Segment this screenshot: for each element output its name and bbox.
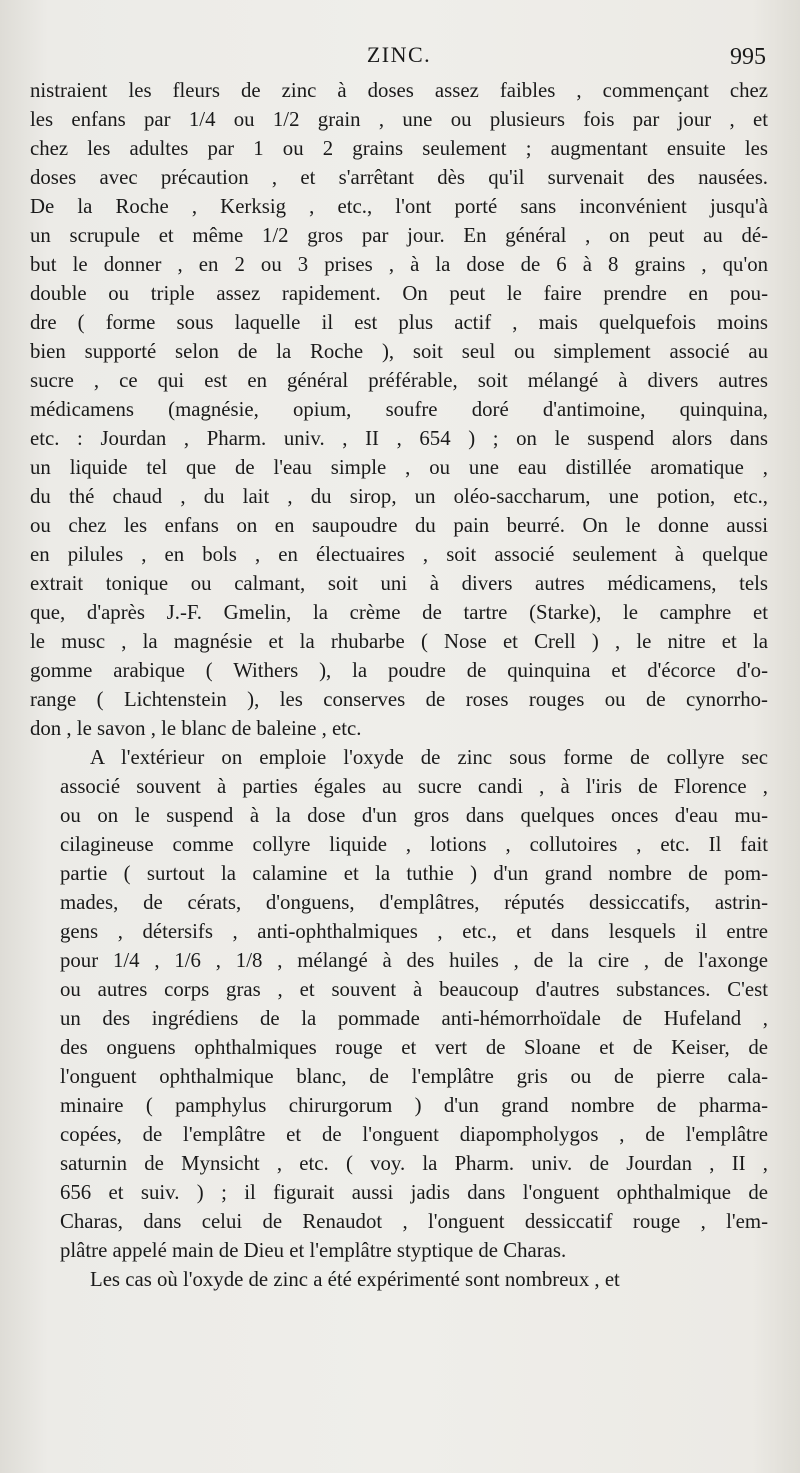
paragraph (30, 743, 768, 1265)
text-line: ou autres corps gras , et souvent à beaucoup d'autres substances. C'est (60, 978, 768, 1001)
text-line: gomme arabique ( Withers ), la poudre de quinquina et d'écorce d'o- (30, 659, 768, 682)
text-line: double ou triple assez rapidement. On peut le faire prendre en pou- (30, 282, 768, 305)
text-line: range ( Lichtenstein ), les conserves de roses rouges ou de cynorrho- (30, 688, 768, 711)
text-line: un liquide tel que de l'eau simple , ou une eau distillée aromatique , (30, 456, 768, 479)
text-line: extrait tonique ou calmant, soit uni à divers autres médicamens, tels (30, 572, 768, 595)
text-line: ou on le suspend à la dose d'un gros dans quelques onces d'eau mu- (60, 804, 768, 827)
text-line: un scrupule et même 1/2 gros par jour. En général , on peut au dé- (30, 224, 768, 247)
text-line: partie ( surtout la calamine et la tuthie ) d'un grand nombre de pom- (60, 862, 768, 885)
paragraph (30, 1265, 768, 1294)
text-line: etc. : Jourdan , Pharm. univ. , II , 654 ) ; on le suspend alors dans (30, 427, 768, 450)
text-line: 656 et suiv. ) ; il figurait aussi jadis dans l'onguent ophthalmique de (60, 1181, 768, 1204)
running-title: ZINC. (366, 42, 432, 67)
text-line: en pilules , en bols , en électuaires , soit associé seulement à quelque (30, 543, 768, 566)
text-line: que, d'après J.-F. Gmelin, la crème de tartre (Starke), le camphre et (30, 601, 768, 624)
text-line: don , le savon , le blanc de baleine , etc. (30, 717, 362, 740)
text-line: des onguens ophthalmiques rouge et vert de Sloane et de Keiser, de (60, 1036, 768, 1059)
text-line: chez les adultes par 1 ou 2 grains seulement ; augmentant ensuite les (30, 137, 768, 160)
text-line: A l'extérieur on emploie l'oxyde de zinc sous forme de collyre sec (90, 746, 768, 769)
paragraph (30, 76, 768, 743)
text-line: un des ingrédiens de la pommade anti-hémorrhoïdale de Hufeland , (60, 1007, 768, 1030)
text-line: l'onguent ophthalmique blanc, de l'emplâtre gris ou de pierre cala- (60, 1065, 768, 1088)
text-line: dre ( forme sous laquelle il est plus actif , mais quelquefois moins (30, 311, 768, 334)
text-line: le musc , la magnésie et la rhubarbe ( Nose et Crell ) , le nitre et la (30, 630, 768, 653)
text-line: ou chez les enfans on en saupoudre du pain beurré. On le donne aussi (30, 514, 768, 537)
text-line: bien supporté selon de la Roche ), soit seul ou simplement associé au (30, 340, 768, 363)
text-line: les enfans par 1/4 ou 1/2 grain , une ou plusieurs fois par jour , et (30, 108, 768, 131)
text-line: Charas, dans celui de Renaudot , l'onguent dessiccatif rouge , l'em- (60, 1210, 768, 1233)
text-line: mades, de cérats, d'onguens, d'emplâtres, réputés dessiccatifs, astrin- (60, 891, 768, 914)
text-line: associé souvent à parties égales au sucre candi , à l'iris de Florence , (60, 775, 768, 798)
text-line: but le donner , en 2 ou 3 prises , à la dose de 6 à 8 grains , qu'on (30, 253, 768, 276)
text-line: nistraient les fleurs de zinc à doses assez faibles , commençant chez (30, 79, 768, 102)
text-line: sucre , ce qui est en général préférable, soit mélangé à divers autres (30, 369, 768, 392)
page-number: 995 (730, 44, 766, 70)
text-line: du thé chaud , du lait , du sirop, un oléo-saccharum, une potion, etc., (30, 485, 768, 508)
text-line: saturnin de Mynsicht , etc. ( voy. la Pharm. univ. de Jourdan , II , (60, 1152, 768, 1175)
page-header (30, 42, 768, 76)
text-line: cilagineuse comme collyre liquide , lotions , collutoires , etc. Il fait (60, 833, 768, 856)
text-line: doses avec précaution , et s'arrêtant dès qu'il survenait des nausées. (30, 166, 768, 189)
text-line: De la Roche , Kerksig , etc., l'ont porté sans inconvénient jusqu'à (30, 195, 768, 218)
text-line: médicamens (magnésie, opium, soufre doré d'antimoine, quinquina, (30, 398, 768, 421)
text-line: copées, de l'emplâtre et de l'onguent diapompholygos , de l'emplâtre (60, 1123, 768, 1146)
text-line: pour 1/4 , 1/6 , 1/8 , mélangé à des huiles , de la cire , de l'axonge (60, 949, 768, 972)
text-line: Les cas où l'oxyde de zinc a été expérimenté sont nombreux , et (90, 1268, 620, 1291)
text-line: plâtre appelé main de Dieu et l'emplâtre styptique de Charas. (60, 1239, 567, 1262)
text-line: minaire ( pamphylus chirurgorum ) d'un grand nombre de pharma- (60, 1094, 768, 1117)
text-line: gens , détersifs , anti-ophthalmiques , etc., et dans lesquels il entre (60, 920, 768, 943)
body-text (30, 76, 768, 1294)
